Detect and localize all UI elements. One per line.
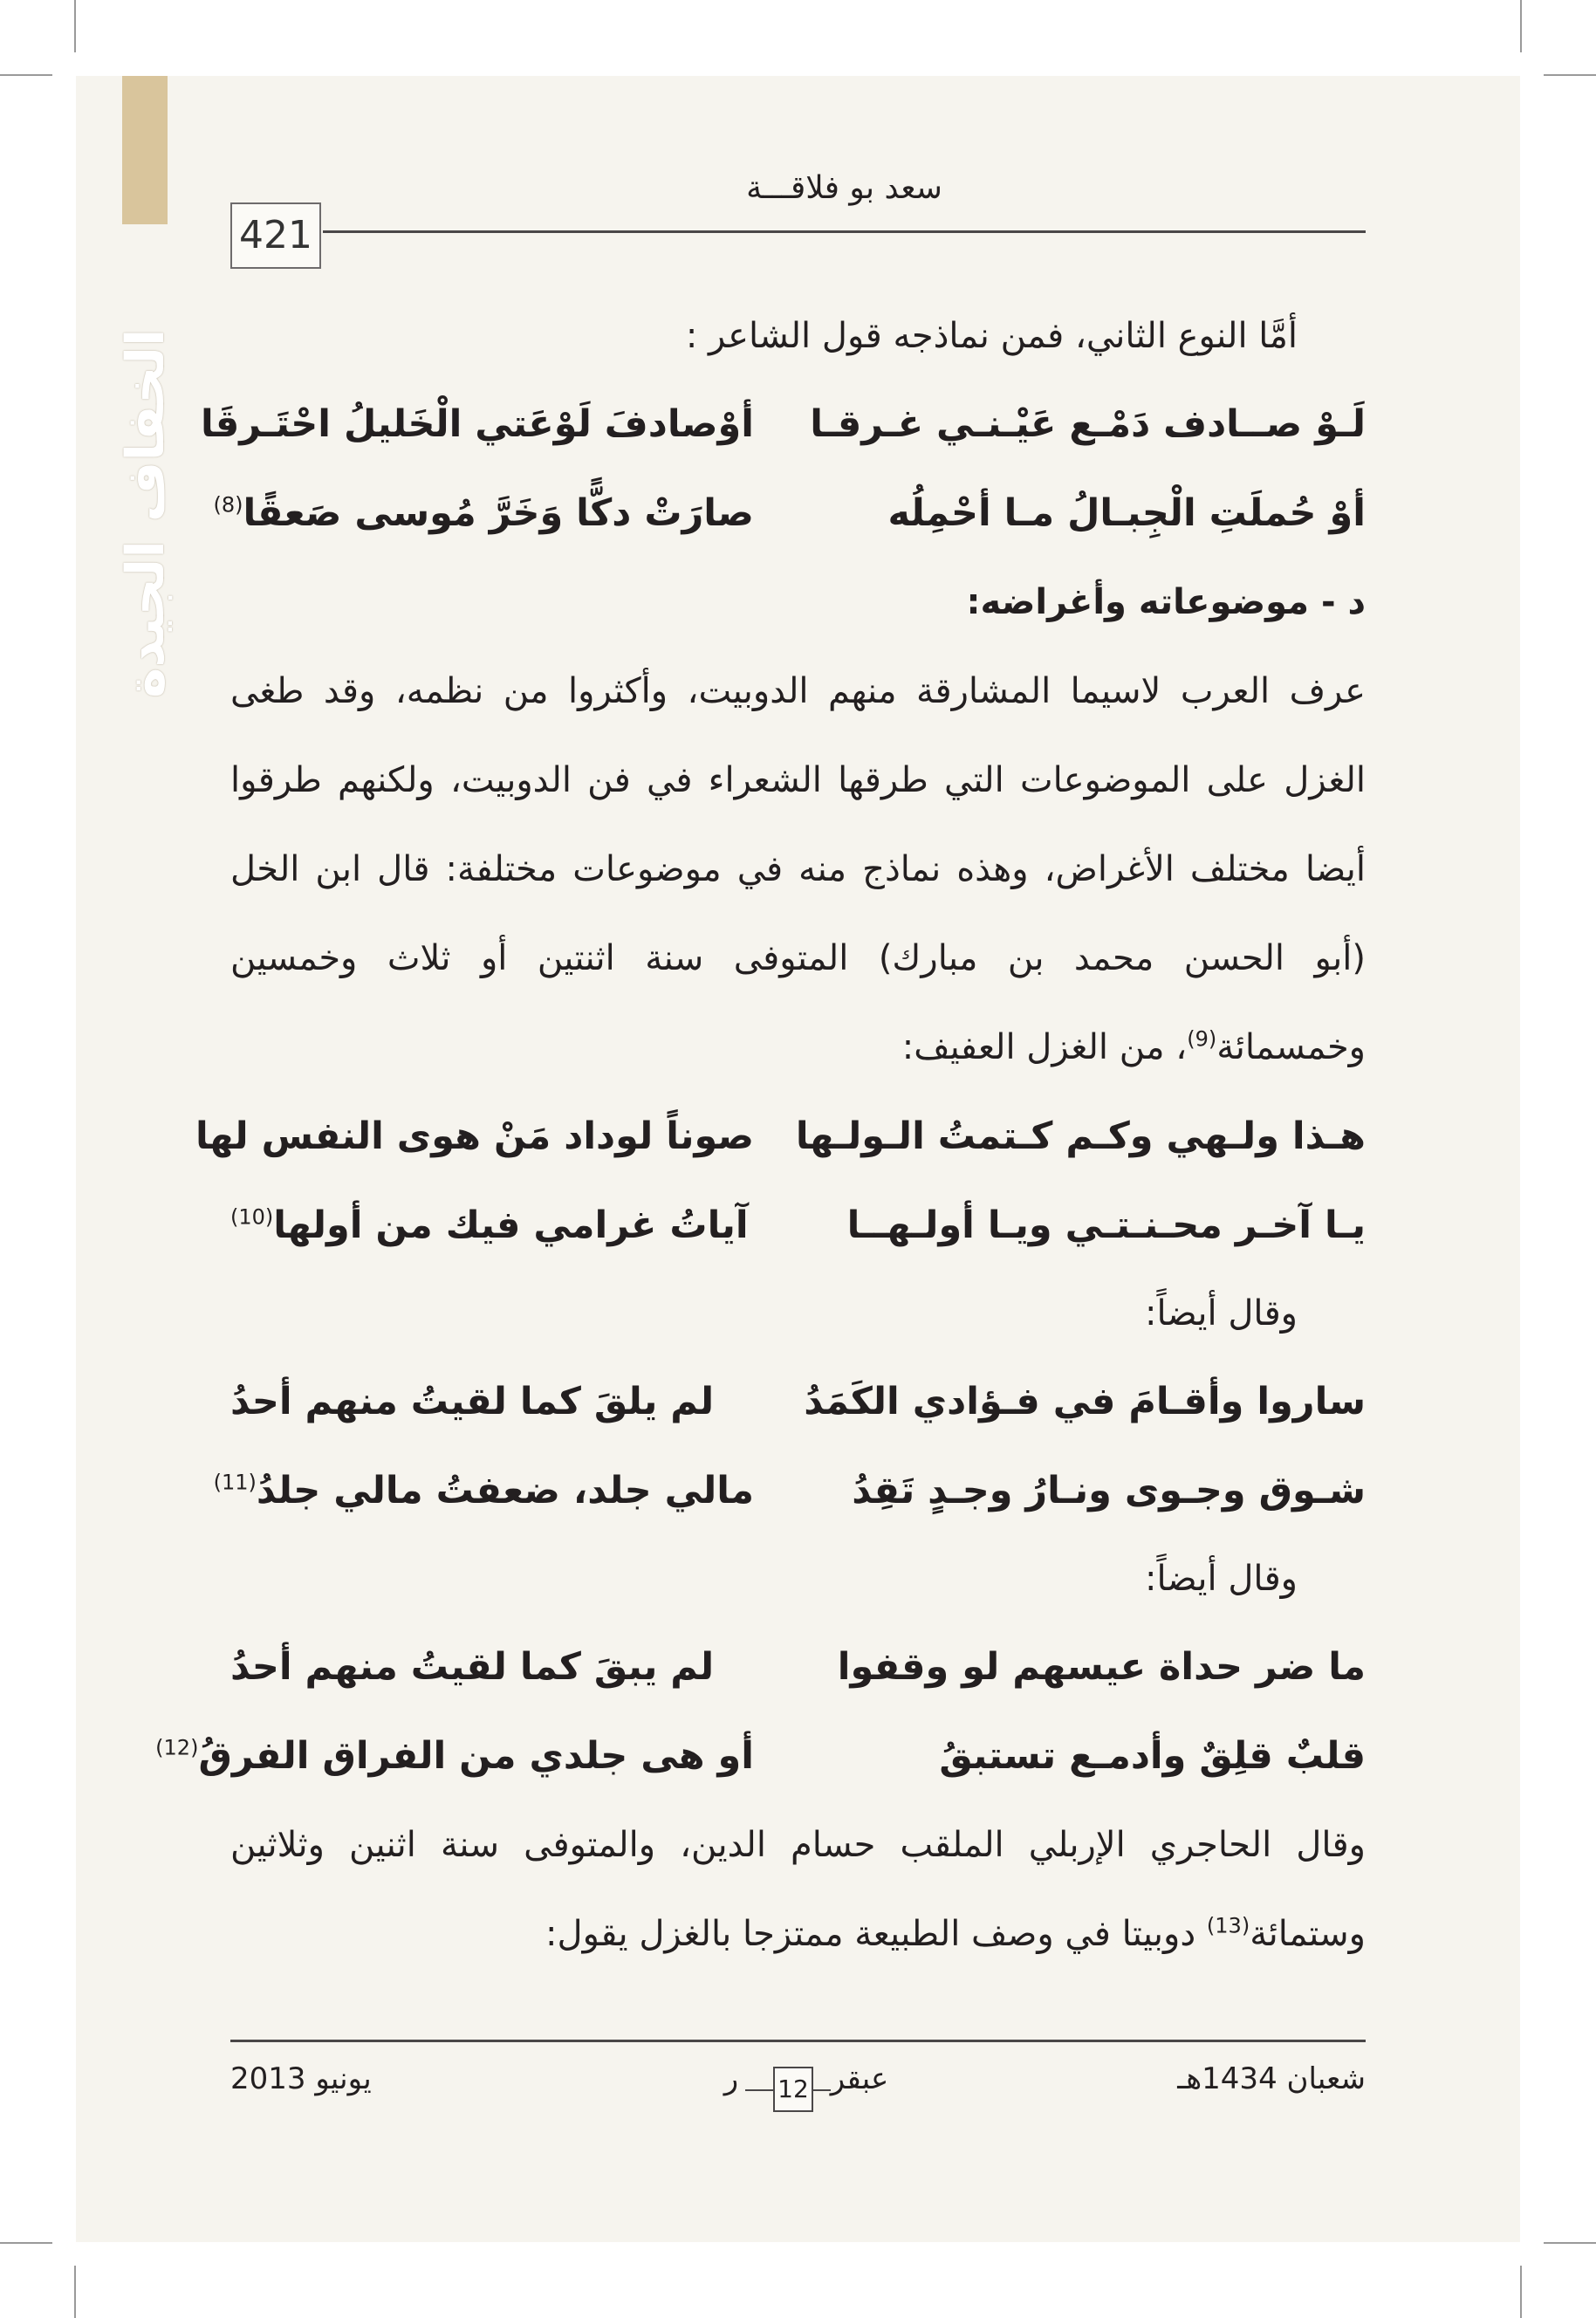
- intro-line: أمَّا النوع الثاني، فمن نماذجه قول الشاعر :: [685, 316, 1298, 356]
- footer-issue-mark: [707, 2061, 908, 2114]
- footnote-ref[interactable]: (13): [1206, 1913, 1250, 1938]
- verse-first-hemistich: ما ضر حداة عيسهم لو وقفوا: [837, 1645, 1366, 1689]
- footer-line-left: [745, 2089, 773, 2091]
- verse-first-hemistich: قلبٌ قلِقٌ وأدمـع تستبقُ: [939, 1734, 1366, 1778]
- hemistich-text: صوناً لوداد مَنْ هوى النفس لها: [195, 1114, 754, 1158]
- issue-number: 12: [773, 2067, 813, 2112]
- hemistich-text: أوْصادفَ لَوْعَتي الْخَليلُ احْتَـرقَا: [200, 402, 754, 446]
- paragraph: [230, 1800, 1366, 1979]
- article-body: [155, 292, 1366, 1979]
- verse-line: [213, 1446, 1366, 1535]
- crop-mark: [1520, 2266, 1522, 2318]
- verse-second-hemistich: [195, 1092, 754, 1181]
- footnote-ref[interactable]: (11): [213, 1470, 257, 1495]
- footnote-ref[interactable]: (12): [155, 1735, 199, 1760]
- verse-second-hemistich: [230, 1357, 754, 1446]
- verse-line: [195, 1092, 1366, 1181]
- verse-first-hemistich: شـوق وجـوى ونـارُ وجـدٍ تَقِدُ: [852, 1469, 1366, 1512]
- verse-line: [155, 1711, 1366, 1800]
- section-tab: [122, 76, 168, 224]
- page-number: 421: [230, 202, 321, 269]
- running-head-author: سعد بو فلاقـــة: [746, 170, 942, 206]
- verse-first-hemistich: لَـوْ صــادف دَمْـع عَيْـنـي غـرقـا: [810, 402, 1366, 446]
- verse-second-hemistich: [230, 1181, 754, 1270]
- hemistich-text: مالي جلد، ضعفتُ مالي جلدُ: [256, 1469, 754, 1512]
- crop-mark: [1544, 2242, 1596, 2244]
- verse-line: [230, 1357, 1366, 1446]
- hemistich-text: صارَتْ دكًّا وَخَرَّ مُوسى صَعقًا: [243, 491, 754, 535]
- crop-mark: [1520, 0, 1522, 52]
- said-also-line: وقال أيضاً:: [1145, 1559, 1298, 1599]
- section-heading: د - موضوعاته وأغراضه:: [966, 582, 1366, 622]
- paragraph: [230, 647, 1366, 1092]
- crop-mark: [74, 2266, 76, 2318]
- verse-line: [200, 380, 1366, 469]
- side-section-title: الخفاف الجيدة: [115, 328, 176, 698]
- verse-second-hemistich: [230, 1622, 754, 1711]
- header-rule: [323, 230, 1366, 233]
- magazine-logo: عبقر: [830, 2061, 889, 2096]
- crop-mark: [1544, 74, 1596, 76]
- verse-line: [230, 1181, 1366, 1270]
- hemistich-text: آياتُ غرامي فيك من أولها: [273, 1204, 749, 1247]
- footer-gregorian-date: يونيو 2013: [230, 2061, 372, 2096]
- footnote-ref[interactable]: (10): [230, 1204, 274, 1230]
- verse-first-hemistich: هـذا ولـهي وكـم كـتمتُ الـولـها: [795, 1114, 1366, 1158]
- paragraph-text: عرف العرب لاسيما المشارقة منهم الدوبيت، وأكثروا من نظمه، وقد طغى الغزل على الموضوعات التي طرقها الشعراء في فن الدوبيت، ولكنهم طرقوا أيضا مختلف الأغراض، وهذه نماذج منه في موضوعات مختلفة: قال ابن الخل (أبو الحسن محمد بن مبارك) المتوفى سنة اثنتين أو ثلاث وخمسين وخمسمائة: [230, 671, 1366, 1067]
- verse-first-hemistich: ساروا وأقـامَ في فـؤادي الكَمَدُ: [804, 1380, 1366, 1423]
- verse-second-hemistich: [213, 1446, 754, 1535]
- paragraph-text: ، من الغزل العفيف:: [901, 1027, 1188, 1067]
- crop-mark: [0, 2242, 52, 2244]
- verse-first-hemistich: أوْ حُملَتِ الْجِبـالُ مـا أحْمِلُه: [887, 491, 1366, 535]
- verse-first-hemistich: يـا آخـر محـنـتـي ويـا أولـهــا: [846, 1204, 1366, 1247]
- hemistich-text: لم يبقَ كما لقيتُ منهم أحدُ: [230, 1645, 715, 1689]
- verse-line: [230, 1622, 1366, 1711]
- crop-mark: [74, 0, 76, 52]
- magazine-logo-tail: ر: [723, 2061, 739, 2096]
- verse-line: [213, 469, 1366, 558]
- footer-hijri-date: شعبان 1434هـ: [1177, 2061, 1366, 2096]
- verse-second-hemistich: [200, 380, 754, 469]
- verse-second-hemistich: [155, 1711, 754, 1800]
- said-also-line: وقال أيضاً:: [1145, 1293, 1298, 1334]
- crop-mark: [0, 74, 52, 76]
- paragraph-text: وقال الحاجري الإربلي الملقب حسام الدين، والمتوفى سنة اثنين وثلاثين وستمائة: [230, 1825, 1366, 1954]
- hemistich-text: لم يلقَ كما لقيتُ منهم أحدُ: [230, 1380, 715, 1423]
- footnote-ref[interactable]: (9): [1187, 1026, 1217, 1052]
- hemistich-text: أو هى جلدي من الفراق الفرقُ: [198, 1734, 754, 1778]
- footer-rule: [230, 2040, 1366, 2042]
- verse-second-hemistich: [213, 469, 754, 558]
- paragraph-text: دوبيتا في وصف الطبيعة ممتزجا بالغزل يقول:: [545, 1914, 1207, 1954]
- footnote-ref[interactable]: (8): [213, 492, 243, 518]
